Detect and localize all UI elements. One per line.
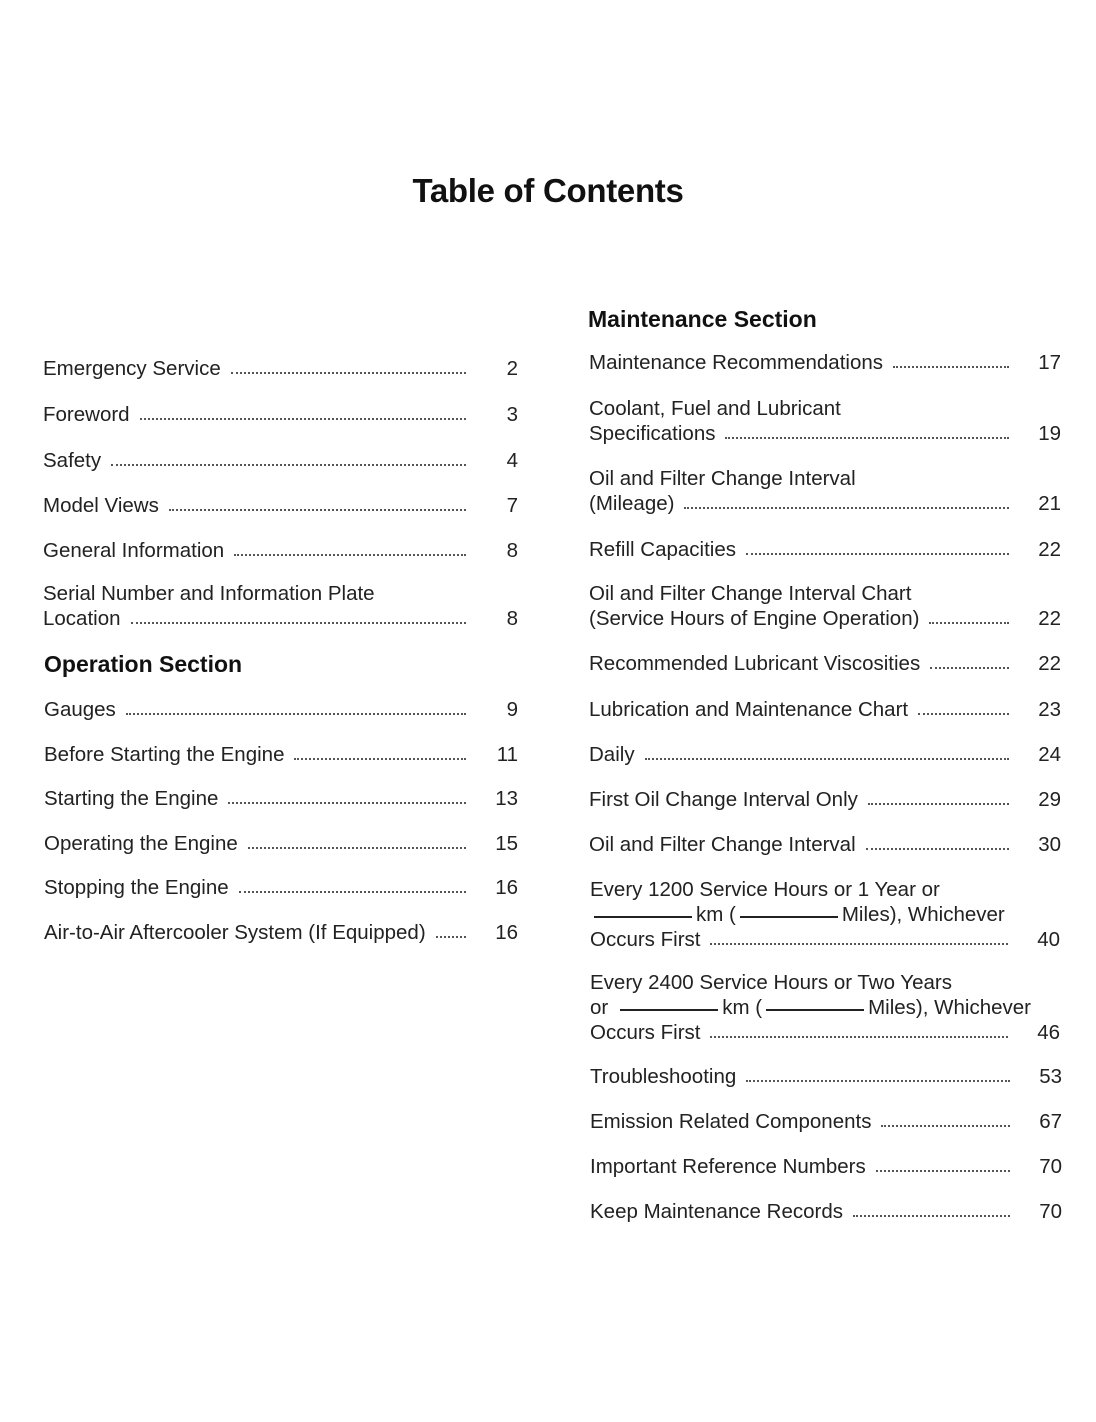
toc-entry-page-number: 16 xyxy=(495,876,518,899)
dot-leader xyxy=(140,418,466,420)
dot-leader xyxy=(436,936,466,938)
toc-entry-page-number: 30 xyxy=(1038,833,1061,856)
dot-leader xyxy=(918,713,1009,715)
toc-entry-page-number: 70 xyxy=(1039,1155,1062,1178)
toc-entry-page-number: 22 xyxy=(1038,652,1061,675)
toc-entry-line: Coolant, Fuel and Lubricant xyxy=(589,397,841,420)
toc-entry[interactable] xyxy=(44,742,518,767)
km-label: km ( xyxy=(696,903,736,926)
toc-entry[interactable] xyxy=(590,1064,1062,1089)
toc-entry-page-number: 22 xyxy=(1038,607,1061,630)
blank-fill-line xyxy=(766,1008,864,1011)
toc-entry-title: Oil and Filter Change Interval xyxy=(589,833,856,856)
toc-entry[interactable] xyxy=(589,581,1061,631)
miles-label: Miles), Whichever xyxy=(868,996,1031,1019)
toc-entry-title: General Information xyxy=(43,539,225,562)
dot-leader xyxy=(725,437,1009,439)
toc-entry[interactable] xyxy=(43,581,518,631)
toc-entry-line xyxy=(590,995,1031,1020)
dot-leader xyxy=(746,1080,1010,1082)
toc-entry[interactable] xyxy=(589,537,1061,562)
maintenance-section-heading: Maintenance Section xyxy=(588,306,817,332)
dot-leader xyxy=(684,507,1009,509)
toc-entry-title: Refill Capacities xyxy=(589,538,736,561)
dot-leader xyxy=(169,509,466,511)
toc-entry-page-number: 29 xyxy=(1038,788,1061,811)
toc-entry-page-number: 22 xyxy=(1038,538,1061,561)
toc-entry-title: (Mileage) xyxy=(589,492,675,515)
toc-entry[interactable] xyxy=(590,1199,1062,1224)
toc-entry-page-number: 19 xyxy=(1038,422,1061,445)
dot-leader xyxy=(746,553,1009,555)
operation-section-heading: Operation Section xyxy=(44,651,243,677)
toc-entry[interactable] xyxy=(589,832,1061,857)
toc-entry-title: Foreword xyxy=(43,403,130,426)
toc-entry-page-number: 16 xyxy=(495,921,518,944)
toc-entry-page-number: 9 xyxy=(506,698,518,721)
toc-entry-title: (Service Hours of Engine Operation) xyxy=(589,607,920,630)
dot-leader xyxy=(294,758,466,760)
dot-leader xyxy=(881,1125,1010,1127)
toc-entry-line: Oil and Filter Change Interval Chart xyxy=(589,582,912,605)
toc-entry-title: Air-to-Air Aftercooler System (If Equipped) xyxy=(44,921,426,944)
blank-fill-line xyxy=(620,1008,718,1011)
toc-entry-page-number: 15 xyxy=(495,832,518,855)
toc-entry-page-number: 24 xyxy=(1038,743,1061,766)
toc-entry-title: Location xyxy=(43,607,121,630)
toc-entry-title: Lubrication and Maintenance Chart xyxy=(589,698,909,721)
toc-entry-title: Important Reference Numbers xyxy=(590,1155,866,1178)
toc-entry-title: Starting the Engine xyxy=(44,787,219,810)
dot-leader xyxy=(228,802,466,804)
toc-entry-title: Occurs First xyxy=(590,928,701,951)
toc-entry-title: Daily xyxy=(589,743,635,766)
dot-leader xyxy=(248,847,466,849)
toc-entry-page-number: 2 xyxy=(506,357,518,380)
dot-leader xyxy=(868,803,1009,805)
toc-entry-page-number: 53 xyxy=(1039,1065,1062,1088)
toc-entry[interactable] xyxy=(44,875,518,900)
toc-entry-page-number: 3 xyxy=(506,403,518,426)
toc-entry-title: Operating the Engine xyxy=(44,832,238,855)
toc-entry[interactable] xyxy=(43,356,518,381)
toc-entry[interactable] xyxy=(589,466,1061,516)
toc-entry-title: Troubleshooting xyxy=(590,1065,737,1088)
toc-entry-title: Safety xyxy=(43,449,102,472)
toc-entry-title: Keep Maintenance Records xyxy=(590,1200,843,1223)
dot-leader xyxy=(930,667,1009,669)
toc-entry[interactable] xyxy=(589,787,1061,812)
dot-leader xyxy=(876,1170,1010,1172)
km-label: km ( xyxy=(722,996,763,1019)
toc-entry-page-number: 4 xyxy=(506,449,518,472)
toc-entry-title: Before Starting the Engine xyxy=(44,743,285,766)
dot-leader xyxy=(710,943,1008,945)
toc-entry-page-number: 11 xyxy=(496,743,518,766)
toc-entry-title: Stopping the Engine xyxy=(44,876,229,899)
toc-entry-page-number: 21 xyxy=(1038,492,1061,515)
dot-leader xyxy=(893,366,1009,368)
toc-entry[interactable] xyxy=(43,538,518,563)
toc-entry-title: Gauges xyxy=(44,698,116,721)
toc-entry-title: Occurs First xyxy=(590,1021,701,1044)
toc-entry[interactable] xyxy=(43,493,518,518)
toc-entry-page-number: 13 xyxy=(495,787,518,810)
blank-fill-line xyxy=(594,915,692,918)
toc-entry-title: First Oil Change Interval Only xyxy=(589,788,858,811)
toc-entry[interactable] xyxy=(43,448,518,473)
toc-entry[interactable] xyxy=(44,697,518,722)
dot-leader xyxy=(645,758,1009,760)
toc-entry-page-number: 23 xyxy=(1038,698,1061,721)
toc-entry-title: Maintenance Recommendations xyxy=(589,351,883,374)
toc-entry[interactable] xyxy=(44,786,518,811)
toc-entry[interactable] xyxy=(589,396,1061,446)
toc-entry-page-number: 8 xyxy=(506,607,518,630)
toc-entry-line: Serial Number and Information Plate xyxy=(43,582,375,605)
dot-leader xyxy=(231,372,466,374)
dot-leader xyxy=(853,1215,1010,1217)
toc-entry-title: Emergency Service xyxy=(43,357,221,380)
toc-entry-page-number: 17 xyxy=(1038,351,1061,374)
dot-leader xyxy=(710,1036,1008,1038)
toc-entry[interactable] xyxy=(589,697,1061,722)
dot-leader xyxy=(239,891,466,893)
toc-entry[interactable] xyxy=(44,831,518,856)
toc-entry-1200-hours[interactable] xyxy=(590,877,1060,952)
toc-entry[interactable] xyxy=(589,350,1061,375)
toc-entry-page-number: 7 xyxy=(506,494,518,517)
toc-entry[interactable] xyxy=(44,920,518,945)
blank-fill-line xyxy=(740,915,838,918)
toc-entry[interactable] xyxy=(589,742,1061,767)
toc-entry-line: Oil and Filter Change Interval xyxy=(589,467,856,490)
or-label: or xyxy=(590,996,609,1019)
toc-entry-line: Every 1200 Service Hours or 1 Year or xyxy=(590,878,940,901)
toc-entry-page-number: 70 xyxy=(1039,1200,1062,1223)
page-title: Table of Contents xyxy=(412,172,684,209)
toc-entry-page-number: 8 xyxy=(506,539,518,562)
toc-entry[interactable] xyxy=(43,402,518,427)
toc-entry-page-number: 46 xyxy=(1037,1021,1060,1044)
toc-entry[interactable] xyxy=(590,1154,1062,1179)
toc-entry-title: Recommended Lubricant Viscosities xyxy=(589,652,921,675)
toc-entry-page-number: 67 xyxy=(1039,1110,1062,1133)
toc-entry-line: Every 2400 Service Hours or Two Years xyxy=(590,971,952,994)
miles-label: Miles), Whichever xyxy=(841,903,1005,926)
toc-entry-title: Specifications xyxy=(589,422,716,445)
dot-leader xyxy=(131,622,466,624)
toc-entry-title: Model Views xyxy=(43,494,159,517)
dot-leader xyxy=(126,713,466,715)
dot-leader xyxy=(234,554,466,556)
dot-leader xyxy=(111,464,466,466)
dot-leader xyxy=(929,622,1009,624)
toc-entry-line xyxy=(590,902,1018,927)
dot-leader xyxy=(866,848,1009,850)
toc-entry-title: Emission Related Components xyxy=(590,1110,872,1133)
toc-entry-2400-hours[interactable] xyxy=(590,970,1060,1045)
toc-entry[interactable] xyxy=(589,651,1061,676)
toc-entry[interactable] xyxy=(590,1109,1062,1134)
toc-entry-page-number: 40 xyxy=(1037,928,1060,951)
